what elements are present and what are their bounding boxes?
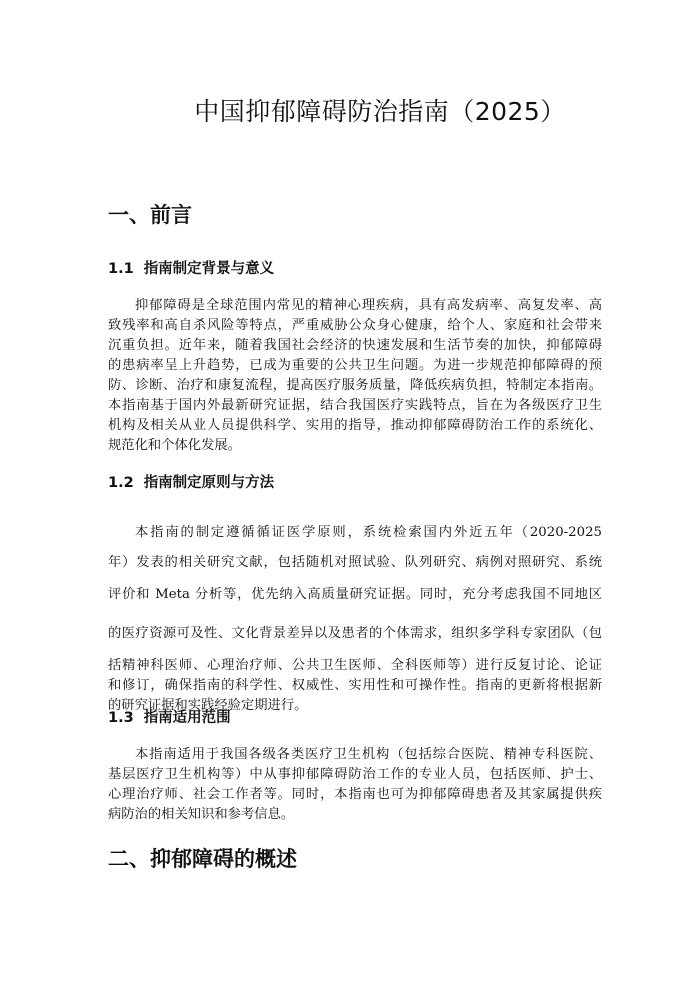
paragraph-line: 防、诊断、治疗和康复流程，提高医疗服务质量，降低疾病负担，特制定本指南。 xyxy=(108,378,602,393)
paragraph-line: 评价和 Meta 分析等，优先纳入高质量研究证据。同时，充分考虑我国不同地区 xyxy=(108,587,602,602)
subsection-number: 1.2 xyxy=(108,475,134,491)
paragraph-line: 年）发表的相关研究文献，包括随机对照试验、队列研究、病例对照研究、系统 xyxy=(108,555,602,570)
paragraph-line: 沉重负担。近年来，随着我国社会经济的快速发展和生活节奏的加快，抑郁障碍 xyxy=(108,338,602,353)
paragraph-principles xyxy=(108,518,602,716)
paragraph-line: 致残率和高自杀风险等特点，严重威胁公众身心健康，给个人、家庭和社会带来 xyxy=(108,318,602,333)
paragraph-line: 和修订，确保指南的科学性、权威性、实用性和可操作性。指南的更新将根据新 xyxy=(108,678,602,693)
subsection-heading-1-2 xyxy=(108,471,274,492)
subsection-title: 指南制定原则与方法 xyxy=(143,475,275,491)
paragraph-line: 的研究证据和实践经验定期进行。 xyxy=(108,698,308,713)
subsection-heading-1-3 xyxy=(108,706,231,727)
paragraph-line: 机构及相关从业人员提供科学、实用的指导，推动抑郁障碍防治工作的系统化、 xyxy=(108,418,602,433)
paragraph-line: 抑郁障碍是全球范围内常见的精神心理疾病，具有高发病率、高复发率、高 xyxy=(135,298,602,313)
subsection-number: 1.3 xyxy=(108,710,134,726)
paragraph-line: 本指南的制定遵循循证医学原则，系统检索国内外近五年（2020-2025 xyxy=(135,525,602,540)
paragraph-scope xyxy=(108,745,602,825)
paragraph-line: 括精神科医师、心理治疗师、公共卫生医师、全科医师等）进行反复讨论、论证 xyxy=(108,658,602,673)
paragraph-background xyxy=(108,296,602,456)
paragraph-line: 规范化和个体化发展。 xyxy=(108,438,241,453)
paragraph-line: 心理治疗师、社会工作者等。同时，本指南也可为抑郁障碍患者及其家属提供疾 xyxy=(108,787,602,802)
paragraph-line: 的医疗资源可及性、文化背景差异以及患者的个体需求，组织多学科专家团队（包 xyxy=(108,626,602,641)
paragraph-line: 本指南基于国内外最新研究证据，结合我国医疗实践特点，旨在为各级医疗卫生 xyxy=(108,398,602,413)
paragraph-line: 病防治的相关知识和参考信息。 xyxy=(108,807,295,822)
section-heading-preface: 一、前言 xyxy=(108,203,192,227)
document-title: 中国抑郁障碍防治指南（2025） xyxy=(194,97,566,126)
paragraph-line: 本指南适用于我国各级各类医疗卫生机构（包括综合医院、精神专科医院、 xyxy=(135,747,602,762)
subsection-title: 指南制定背景与意义 xyxy=(143,261,275,277)
section-heading-overview: 二、抑郁障碍的概述 xyxy=(108,847,297,871)
subsection-number: 1.1 xyxy=(108,261,134,277)
subsection-title: 指南适用范围 xyxy=(143,710,231,726)
paragraph-line: 的患病率呈上升趋势，已成为重要的公共卫生问题。为进一步规范抑郁障碍的预 xyxy=(108,358,602,373)
paragraph-line: 基层医疗卫生机构等）中从事抑郁障碍防治工作的专业人员，包括医师、护士、 xyxy=(108,767,602,782)
subsection-heading-1-1 xyxy=(108,257,274,278)
